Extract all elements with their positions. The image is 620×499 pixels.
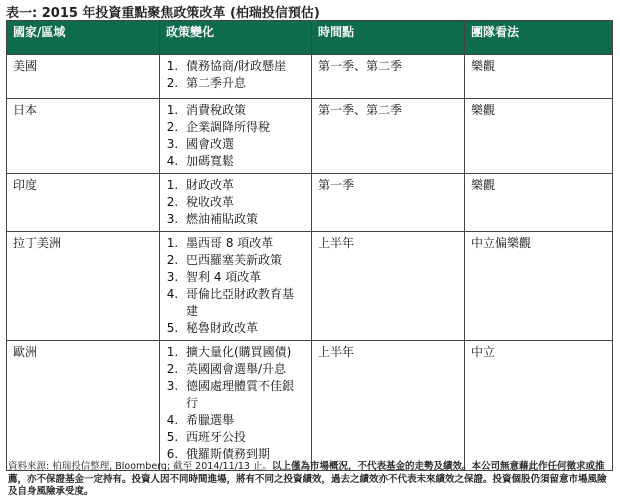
table-row xyxy=(7,174,613,232)
source-note: 資料來源: 柏瑞投信整理, Bloomberg; 截至 2014/11/13 止。 xyxy=(8,461,272,472)
policy-item: 1. 墨西哥 8 項改革 xyxy=(182,235,305,252)
region-cell: 印度 xyxy=(7,174,160,232)
header-view: 團隊看法 xyxy=(465,21,613,55)
view-cell: 樂觀 xyxy=(465,55,613,99)
table-row xyxy=(7,99,613,174)
policy-cell xyxy=(160,55,312,99)
region-cell: 拉丁美洲 xyxy=(7,232,160,341)
table-row xyxy=(7,341,613,471)
policy-item: 5. 西班牙公投 xyxy=(182,429,305,446)
policy-item: 4. 希臘選舉 xyxy=(182,412,305,429)
policy-item: 1. 債務協商/財政懸崖 xyxy=(182,58,305,75)
timing-cell: 第一季、第二季 xyxy=(312,99,465,174)
policy-item: 5. 秘魯財政改革 xyxy=(182,320,305,337)
disclaimer: 以上僅為市場概況，不代表基金的走勢及績效。本公司無意藉此作任何徵求或推薦，亦不保證基金一定持有。投資人因不同時間進場，將有不同之投資績效，過去之績效亦不代表未來績效之保證。投資個股仍須留意市場風險及自身風險承受度。 xyxy=(8,461,607,497)
policy-item: 3. 智利 4 項改革 xyxy=(182,269,305,286)
policy-item: 1. 擴大量化(購買國債) xyxy=(182,344,305,361)
view-cell: 中立 xyxy=(465,341,613,471)
policy-item: 6. 俄羅斯債務到期 xyxy=(182,446,305,463)
policy-item: 2. 第二季升息 xyxy=(182,75,305,92)
view-cell: 中立偏樂觀 xyxy=(465,232,613,341)
policy-item: 1. 財政改革 xyxy=(182,177,305,194)
policy-item: 2. 稅收改革 xyxy=(182,194,305,211)
policy-item: 1. 消費稅政策 xyxy=(182,102,305,119)
policy-table xyxy=(6,20,613,471)
header-row xyxy=(7,21,613,55)
policy-cell xyxy=(160,232,312,341)
policy-item: 2. 企業調降所得稅 xyxy=(182,119,305,136)
policy-cell xyxy=(160,174,312,232)
policy-list xyxy=(166,235,305,337)
policy-item: 3. 燃油補貼政策 xyxy=(182,211,305,228)
header-policy: 政策變化 xyxy=(160,21,312,55)
policy-list xyxy=(166,177,305,228)
view-cell: 樂觀 xyxy=(465,174,613,232)
policy-cell xyxy=(160,99,312,174)
table-row xyxy=(7,55,613,99)
region-cell: 歐洲 xyxy=(7,341,160,471)
timing-cell: 第一季 xyxy=(312,174,465,232)
timing-cell: 上半年 xyxy=(312,341,465,471)
table-title: 表一: 2015 年投資重點聚焦政策改革 (柏瑞投信預估) xyxy=(6,6,320,21)
footer-note xyxy=(8,461,612,499)
policy-item: 4. 加碼寬鬆 xyxy=(182,153,305,170)
policy-item: 3. 國會改選 xyxy=(182,136,305,153)
timing-cell: 第一季、第二季 xyxy=(312,55,465,99)
region-cell: 日本 xyxy=(7,99,160,174)
header-region: 國家/區域 xyxy=(7,21,160,55)
table-row xyxy=(7,232,613,341)
policy-item: 4. 哥倫比亞財政教育基建 xyxy=(182,286,305,320)
policy-list xyxy=(166,58,305,92)
policy-item: 2. 英國國會選舉/升息 xyxy=(182,361,305,378)
region-cell: 美國 xyxy=(7,55,160,99)
policy-item: 2. 巴西羅塞芙新政策 xyxy=(182,252,305,269)
policy-list xyxy=(166,102,305,170)
policy-cell xyxy=(160,341,312,471)
timing-cell: 上半年 xyxy=(312,232,465,341)
header-timing: 時間點 xyxy=(312,21,465,55)
policy-list xyxy=(166,344,305,463)
policy-item: 3. 德國處理體質不佳銀行 xyxy=(182,378,305,412)
view-cell: 樂觀 xyxy=(465,99,613,174)
